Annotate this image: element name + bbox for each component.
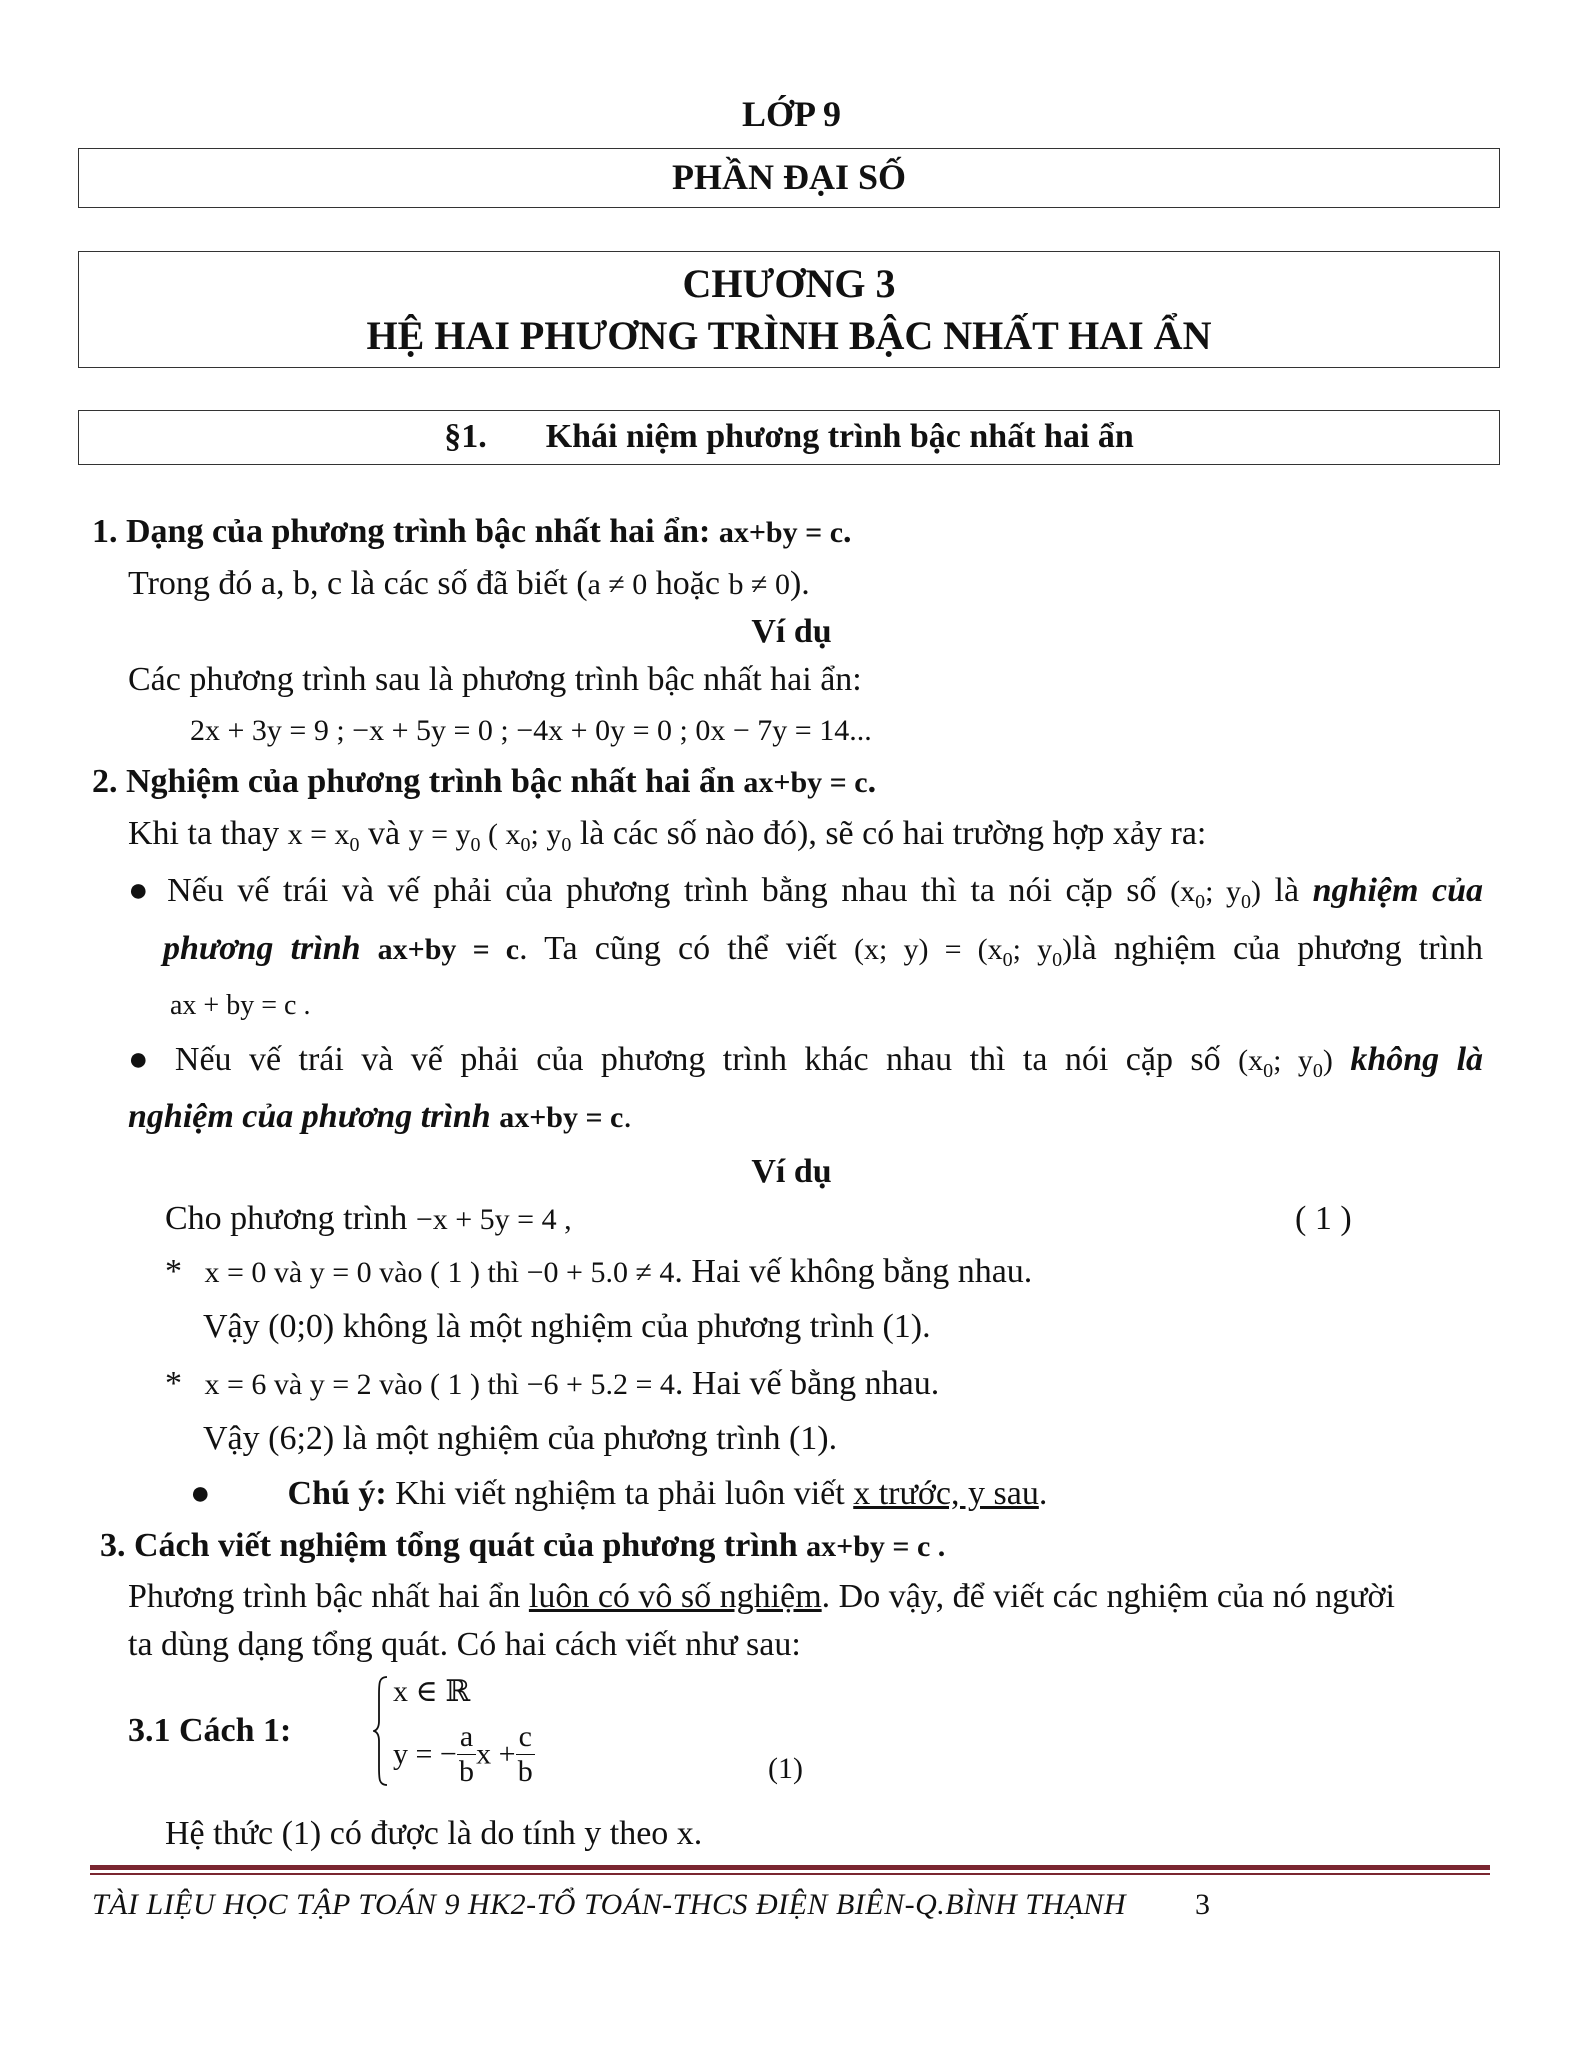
chapter-title: HỆ HAI PHƯƠNG TRÌNH BẬC NHẤT HAI ẨN [366,313,1212,358]
s2-line1-c: là các số nào đó), sẽ có hai trường hợp xảy ra: [579,815,1207,852]
s2-case2-math: x = 6 và y = 2 vào ( 1 ) thì −6 + 5.2 = 4 [204,1368,675,1401]
s3-method1-label: 3.1 Cách 1: [128,1712,292,1749]
frac2-num: c [516,1720,535,1755]
s1-line1-or: hoặc [655,565,720,602]
frac1-den: b [459,1755,474,1788]
s1-line1-end: ). [789,565,810,602]
s2-b1-a: ● Nếu vế trái và vế phải của phương trình bằng nhau thì ta nói cặp số [128,872,1157,909]
s3-heading-text: 3. Cách viết nghiệm tổng quát của phương trình [100,1527,798,1564]
s2-bullet1-line1: ● Nếu vế trái và vế phải của phương trình bằng nhau thì ta nói cặp số ($x_0$; $y_0$) là nghiệm của [128,872,1483,913]
footer-rule-thin [90,1873,1490,1875]
s2-heading-text: 2. Nghiệm của phương trình bậc nhất hai ẩn [92,763,735,800]
s2-case1-end: . Hai vế không bằng nhau. [674,1253,1033,1290]
s1-heading: 1. Dạng của phương trình bậc nhất hai ẩn: ax+by = c. [92,513,852,550]
system-line1: x ∈ ℝ [393,1675,471,1708]
s2-b2-eq: ax+by = c [499,1101,624,1134]
fraction-a-b [457,1720,476,1789]
s2-bullet1-line2: phương trình ax+by = c. Ta cũng có thể viết (x; $y) = (x_0$; $y_0)là$ nghiệm của phương trình [163,930,1484,971]
s1-cond-b: b ≠ 0 [728,568,790,601]
section-number: §1. [444,418,487,455]
s2-line1-a: Khi ta thay [128,815,280,852]
system-brace [373,1675,389,1787]
footer-text: TÀI LIỆU HỌC TẬP TOÁN 9 HK2-TỔ TOÁN-THCS ĐIỆN BIÊN-Q.BÌNH THẠNH [92,1888,1127,1921]
s2-example-label: Ví dụ [751,1153,832,1190]
section-box [78,410,1500,465]
s2-case1-math: x = 0 và y = 0 vào ( 1 ) thì −0 + 5.0 ≠ 4 [204,1256,675,1289]
s2-ex-line [165,1200,572,1238]
s2-b1-d: phương trình [163,930,361,967]
s2-b2-b: không là [1350,1041,1484,1078]
part-title: PHẦN ĐẠI SỐ [671,157,907,197]
section-title: Khái niệm phương trình bậc nhất hai ẩn [545,418,1134,455]
s2-b1-f: là nghiệm của phương trình [1072,930,1484,967]
s1-example-label: Ví dụ [751,613,832,650]
s2-b2-a: ● Nếu vế trái và vế phải của phương trình khác nhau thì ta nói cặp số [128,1041,1221,1078]
s1-cond-a: a ≠ 0 [587,568,648,601]
s2-ex-eq: −x + 5y = 4 , [415,1203,572,1236]
s3-heading [100,1527,945,1565]
system-tag: (1) [768,1752,803,1785]
frac1-num: a [457,1720,476,1755]
s2-case2-end: . Hai vế bằng nhau. [674,1365,940,1402]
s2-note [190,1475,1047,1513]
s2-heading: 2. Nghiệm của phương trình bậc nhất hai ẩn ax+by = c. [92,763,877,800]
s2-note-bullet: ● [190,1475,211,1512]
s1-equation: ax+by = c [718,516,844,549]
s1-line1-text: Trong đó a, b, c là các số đã biết ( [128,565,588,602]
fraction-c-b [516,1720,535,1789]
s1-heading-text: 1. Dạng của phương trình bậc nhất hai ẩn: [92,513,711,550]
chapter-number: CHƯƠNG 3 [682,261,896,306]
s2-case1-star: * [165,1253,182,1290]
system-x: x + [476,1737,516,1771]
page-number: 3 [1195,1888,1210,1921]
s2-ex-tag: ( 1 ) [1295,1200,1352,1237]
s2-b2-c: nghiệm của phương trình [128,1098,491,1135]
s3-p1-a: Phương trình bậc nhất hai ẩn [128,1578,521,1615]
s2-b1-c: nghiệm của [1312,872,1483,909]
system-y: y = − [393,1737,457,1771]
s2-note-label: Chú ý: [287,1475,387,1512]
s3-equation: ax+by = c . [806,1530,946,1563]
s2-bullet2-line2: nghiệm của phương trình ax+by = c. [128,1098,632,1135]
s3-para-line1 [128,1578,1395,1616]
s2-b1-e: Ta cũng có thể viết [544,930,837,967]
s2-line1-and: và [368,815,401,852]
s2-line1: Khi ta thay $x = x_0$ và $y = y_0$ ( $x_0$; $y_0$ là các số nào đó), sẽ có hai trường hợp xảy ra: [128,815,1207,856]
s1-example-intro: Các phương trình sau là phương trình bậc nhất hai ẩn: [128,661,862,698]
s2-b1-g: ax + by = c . [170,990,311,1021]
s3-p1-b: . Do vậy, để viết các nghiệm của nó người [821,1578,1395,1615]
chapter-box [78,251,1500,368]
s2-case1 [165,1253,1032,1291]
s2-equation: ax+by = c [743,766,868,799]
part-box [78,148,1500,208]
s1-examples: 2x + 3y = 9 ; −x + 5y = 0 ; −4x + 0y = 0 ; 0x − 7y = 14... [190,714,872,747]
frac2-den: b [517,1755,533,1788]
s2-case2-conclusion: Vậy (6;2) là một nghiệm của phương trình (1). [203,1420,838,1457]
s2-ex-text: Cho phương trình [165,1200,408,1237]
s2-note-end: . [1038,1475,1048,1512]
grade-title: LỚP 9 [741,94,842,134]
s2-bullet2-line1: ● Nếu vế trái và vế phải của phương trình khác nhau thì ta nói cặp số ($x_0$; $y_0$) không là [128,1041,1484,1082]
s3-para-line2: ta dùng dạng tổng quát. Có hai cách viết như sau: [128,1626,801,1663]
s3-p1-underlined: luôn có vô số nghiệm [528,1578,822,1615]
s2-case2 [165,1365,939,1403]
s2-note-text: Khi viết nghiệm ta phải luôn viết [395,1475,845,1512]
s2-case2-star: * [165,1365,182,1402]
s2-b1-b: là [1274,872,1300,909]
s1-line1 [128,565,810,603]
s2-b1-eq: ax+by = c [377,933,520,966]
s2-note-underlined: x trước, y sau [853,1475,1039,1512]
s2-case1-conclusion: Vậy (0;0) không là một nghiệm của phương trình (1). [203,1308,931,1345]
s3-after: Hệ thức (1) có được là do tính y theo x. [165,1815,703,1852]
footer-rule-thick [90,1865,1490,1870]
system-line2 [393,1720,535,1789]
